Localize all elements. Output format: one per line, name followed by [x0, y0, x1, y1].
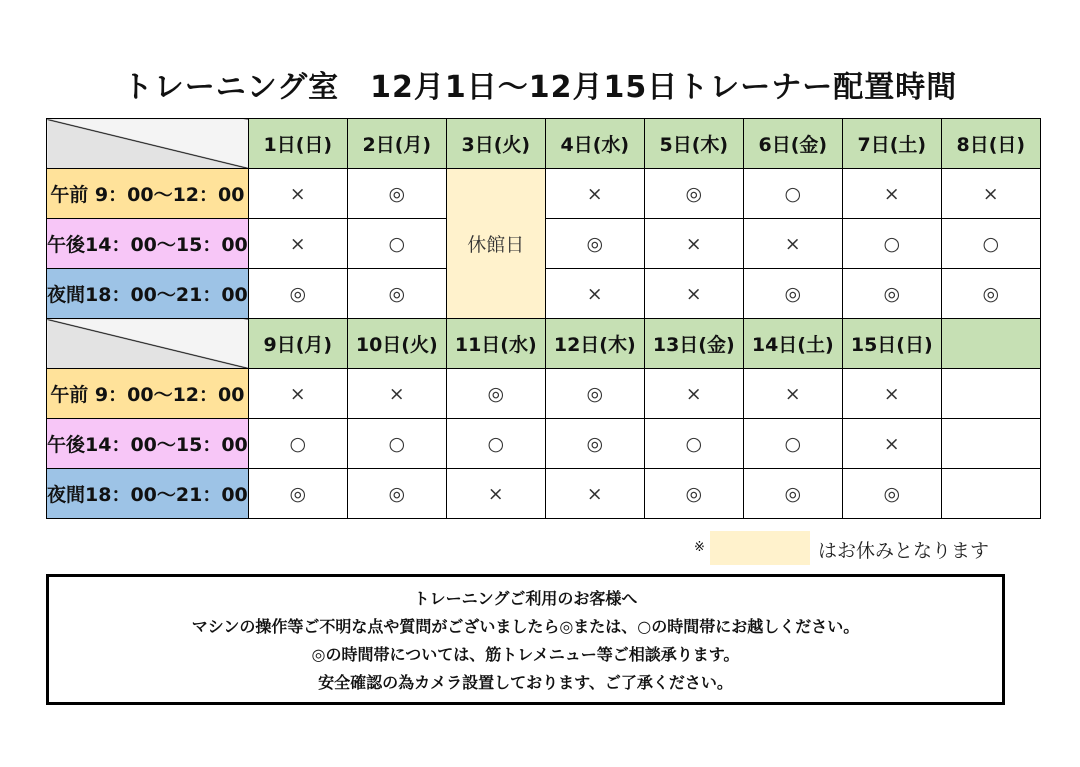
availability-cell: ◎ [248, 269, 347, 319]
availability-cell: ◎ [545, 369, 644, 419]
availability-cell: × [644, 219, 743, 269]
week2-am-row [47, 369, 1041, 419]
day-header: 10日(火) [347, 319, 446, 369]
day-header: 3日(火) [446, 119, 545, 169]
day-header: 15日(日) [842, 319, 941, 369]
slot-label-am: 午前 9：00～12：00 [47, 369, 249, 419]
availability-cell: × [842, 169, 941, 219]
availability-cell: × [248, 369, 347, 419]
availability-cell: × [446, 469, 545, 519]
day-header: 13日(金) [644, 319, 743, 369]
availability-cell: ○ [842, 219, 941, 269]
availability-cell: × [545, 269, 644, 319]
closed-day-cell: 休館日 [446, 169, 545, 319]
availability-cell: ◎ [545, 419, 644, 469]
availability-cell: ◎ [446, 369, 545, 419]
availability-cell: × [743, 219, 842, 269]
week1-header-row [47, 119, 1041, 169]
page-title: トレーニング室 12月1日～12月15日トレーナー配置時間 [122, 70, 958, 105]
notice-box [46, 574, 1005, 705]
slot-label-ev: 夜間18：00～21：00 [47, 269, 249, 319]
day-header: 6日(金) [743, 119, 842, 169]
day-header: 7日(土) [842, 119, 941, 169]
availability-cell: ◎ [743, 269, 842, 319]
slot-label-ev: 夜間18：00～21：00 [47, 469, 249, 519]
schedule-table [46, 118, 1041, 519]
notice-line: マシンの操作等ご不明な点や質問がございましたら◎または、○の時間帯にお越しください。 [191, 617, 860, 636]
corner-cell [47, 119, 249, 169]
availability-cell: ○ [347, 419, 446, 469]
day-header: 14日(土) [743, 319, 842, 369]
availability-cell: ○ [644, 419, 743, 469]
availability-cell: × [248, 169, 347, 219]
day-header: 4日(水) [545, 119, 644, 169]
week2-pm-row [47, 419, 1041, 469]
notice-heading: トレーニングご利用のお客様へ [413, 589, 638, 608]
availability-cell: × [842, 419, 941, 469]
day-header: 1日(日) [248, 119, 347, 169]
availability-cell: ◎ [842, 469, 941, 519]
week1-am-row [47, 169, 1041, 219]
availability-cell: × [347, 369, 446, 419]
availability-cell: ◎ [545, 219, 644, 269]
availability-cell: ○ [347, 219, 446, 269]
day-header: 9日(月) [248, 319, 347, 369]
legend-swatch [710, 531, 810, 565]
corner-cell [47, 319, 249, 369]
availability-cell: ◎ [347, 169, 446, 219]
availability-cell: ○ [446, 419, 545, 469]
slot-label-am: 午前 9：00～12：00 [47, 169, 249, 219]
notice-line: 安全確認の為カメラ設置しております、ご了承ください。 [318, 673, 733, 692]
availability-cell: × [545, 469, 644, 519]
week2-header-row [47, 319, 1041, 369]
day-header: 11日(水) [446, 319, 545, 369]
availability-cell: ◎ [644, 169, 743, 219]
availability-cell: ◎ [743, 469, 842, 519]
slot-label-pm: 午後14：00～15：00 [47, 219, 249, 269]
day-header: 8日(日) [941, 119, 1040, 169]
availability-cell: ◎ [347, 469, 446, 519]
availability-cell: × [743, 369, 842, 419]
availability-cell: ◎ [644, 469, 743, 519]
legend-note-mark: ※ [694, 540, 705, 555]
availability-cell: ◎ [347, 269, 446, 319]
availability-cell: ○ [743, 419, 842, 469]
availability-cell: ○ [248, 419, 347, 469]
day-header [941, 319, 1040, 369]
availability-cell: × [644, 269, 743, 319]
availability-cell: ○ [941, 219, 1040, 269]
availability-cell: ◎ [248, 469, 347, 519]
day-header: 5日(木) [644, 119, 743, 169]
day-header: 12日(木) [545, 319, 644, 369]
availability-cell: ○ [743, 169, 842, 219]
availability-cell [941, 419, 1040, 469]
availability-cell: × [545, 169, 644, 219]
notice-line: ◎の時間帯については、筋トレメニュー等ご相談承ります。 [311, 645, 740, 664]
availability-cell: ◎ [941, 269, 1040, 319]
legend-text: はお休みとなります [818, 540, 990, 562]
slot-label-pm: 午後14：00～15：00 [47, 419, 249, 469]
availability-cell: × [644, 369, 743, 419]
availability-cell [941, 369, 1040, 419]
week2-ev-row [47, 469, 1041, 519]
availability-cell [941, 469, 1040, 519]
day-header: 2日(月) [347, 119, 446, 169]
availability-cell: × [941, 169, 1040, 219]
availability-cell: × [248, 219, 347, 269]
availability-cell: ◎ [842, 269, 941, 319]
availability-cell: × [842, 369, 941, 419]
